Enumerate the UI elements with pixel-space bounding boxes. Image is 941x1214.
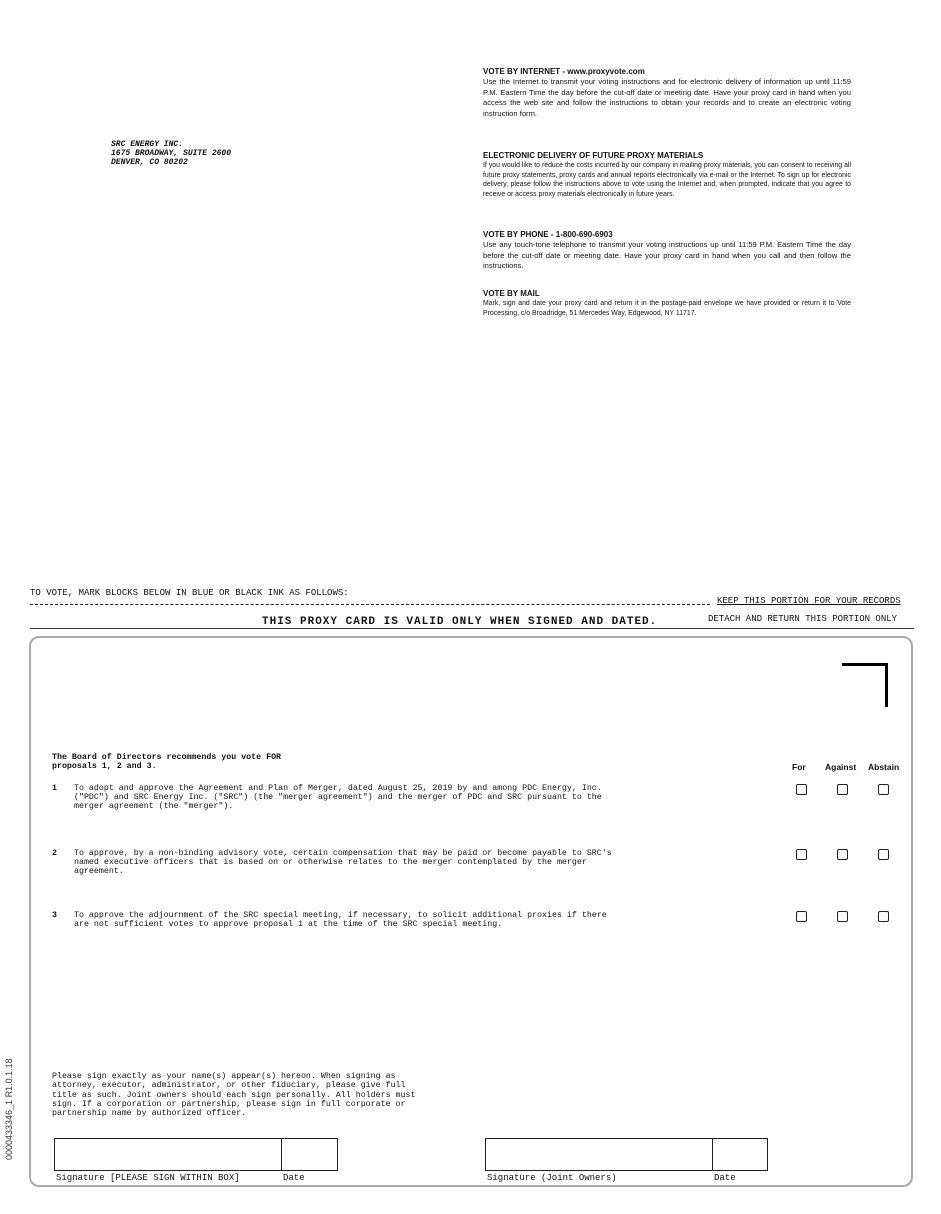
- electronic-delivery-heading: ELECTRONIC DELIVERY OF FUTURE PROXY MATERIALS: [483, 151, 704, 160]
- vote-by-mail-section: [483, 289, 851, 318]
- proposal-3-for-checkbox[interactable]: [796, 911, 807, 922]
- date-box[interactable]: [282, 1138, 338, 1171]
- signature-box[interactable]: [54, 1138, 282, 1171]
- proposal-2-text: To approve, by a non-binding advisory vote, certain compensation that may be paid or become payable to SRC's named executive officers that is based on or otherwise relates to the merger contemplated by the merger agreement.: [74, 849, 612, 877]
- joint-signature-label: Signature (Joint Owners): [487, 1173, 617, 1183]
- date-label: Date: [283, 1173, 305, 1183]
- validity-notice: THIS PROXY CARD IS VALID ONLY WHEN SIGNED AND DATED.: [262, 616, 658, 628]
- detach-dashed-line: [30, 604, 710, 605]
- document-control-code: 0000433346_1 R1.0.1.18: [4, 1058, 14, 1160]
- vote-by-mail-heading: VOTE BY MAIL: [483, 289, 540, 298]
- proposal-1-against-checkbox[interactable]: [837, 784, 848, 795]
- board-recommendation: The Board of Directors recommends you vote FOR proposals 1, 2 and 3.: [52, 753, 282, 772]
- registration-corner-mark: [842, 663, 888, 707]
- proposal-1-for-checkbox[interactable]: [796, 784, 807, 795]
- vote-by-internet-section: [483, 67, 851, 119]
- joint-date-box[interactable]: [713, 1138, 768, 1171]
- column-header-for: For: [792, 762, 806, 772]
- divider-line: [30, 628, 914, 629]
- column-header-abstain: Abstain: [868, 762, 900, 772]
- mark-instruction: TO VOTE, MARK BLOCKS BELOW IN BLUE OR BLACK INK AS FOLLOWS:: [30, 588, 349, 598]
- vote-by-mail-text: Mark, sign and date your proxy card and return it in the postage-paid envelope we have provided or return it to Vote Processing, c/o Broadridge, 51 Mercedes Way, Edgewood, NY 11717.: [483, 300, 851, 317]
- keep-portion-label: KEEP THIS PORTION FOR YOUR RECORDS: [717, 596, 901, 606]
- proposal-2-number: 2: [52, 849, 57, 858]
- proposal-2-for-checkbox[interactable]: [796, 849, 807, 860]
- electronic-delivery-section: [483, 151, 851, 200]
- proposal-1-number: 1: [52, 784, 57, 793]
- joint-date-label: Date: [714, 1173, 736, 1183]
- electronic-delivery-text: If you would like to reduce the costs incurred by our company in mailing proxy materials, you can consent to receiving all future proxy statements, proxy cards and annual reports electronically via e-mail or the Internet. To sign up for electronic delivery, please follow the instructions above to vote using the Internet and, when prompted, indicate that you agree to receive or access proxy materials electronically in future years.: [483, 162, 851, 199]
- proposal-2-against-checkbox[interactable]: [837, 849, 848, 860]
- column-header-against: Against: [825, 762, 857, 772]
- signing-instructions: Please sign exactly as your name(s) appear(s) hereon. When signing as attorney, executor, administrator, or other fiduciary, please give full title as such. Joint owners should each sign personally. All holders must sign. If a corporation or partnership, please sign in full corporate or partnership name by authorized officer.: [52, 1072, 416, 1119]
- proposal-1-abstain-checkbox[interactable]: [878, 784, 889, 795]
- vote-by-internet-heading: VOTE BY INTERNET - www.proxyvote.com: [483, 67, 645, 76]
- vote-by-phone-heading: VOTE BY PHONE - 1-800-690-6903: [483, 230, 613, 239]
- company-address: SRC ENERGY INC. 1675 BROADWAY, SUITE 2600 DENVER, CO 80202: [111, 140, 232, 167]
- signature-label: Signature [PLEASE SIGN WITHIN BOX]: [56, 1173, 240, 1183]
- proposal-3-text: To approve the adjournment of the SRC special meeting, if necessary, to solicit additional proxies if there are not sufficient votes to approve proposal 1 at the time of the SRC special meeting.: [74, 911, 607, 930]
- vote-by-phone-section: [483, 230, 851, 272]
- proposal-2-abstain-checkbox[interactable]: [878, 849, 889, 860]
- vote-by-phone-text: Use any touch-tone telephone to transmit your voting instructions up until 11:59 P.M. Eastern Time the day before the cut-off date or meeting date. Have your proxy card in hand when you call and then follow the instructions.: [483, 240, 851, 270]
- joint-signature-box[interactable]: [485, 1138, 713, 1171]
- detach-return-label: DETACH AND RETURN THIS PORTION ONLY: [708, 614, 898, 624]
- proposal-3-abstain-checkbox[interactable]: [878, 911, 889, 922]
- vote-by-internet-text: Use the Internet to transmit your voting instructions and for electronic delivery of information up until 11:59 P.M. Eastern Time the day before the cut-off date or meeting date. Have your proxy card in hand when you access the web site and follow the instructions to obtain your records and to create an electronic voting instruction form.: [483, 77, 851, 118]
- proposal-3-number: 3: [52, 911, 57, 920]
- proposal-1-text: To adopt and approve the Agreement and Plan of Merger, dated August 25, 2019 by and among PDC Energy, Inc. ("PDC") and SRC Energy Inc. ("SRC") (the "merger agreement") and the merger of PDC and SRC pursuant to the merger agreement (the "merger").: [74, 784, 602, 812]
- proposal-3-against-checkbox[interactable]: [837, 911, 848, 922]
